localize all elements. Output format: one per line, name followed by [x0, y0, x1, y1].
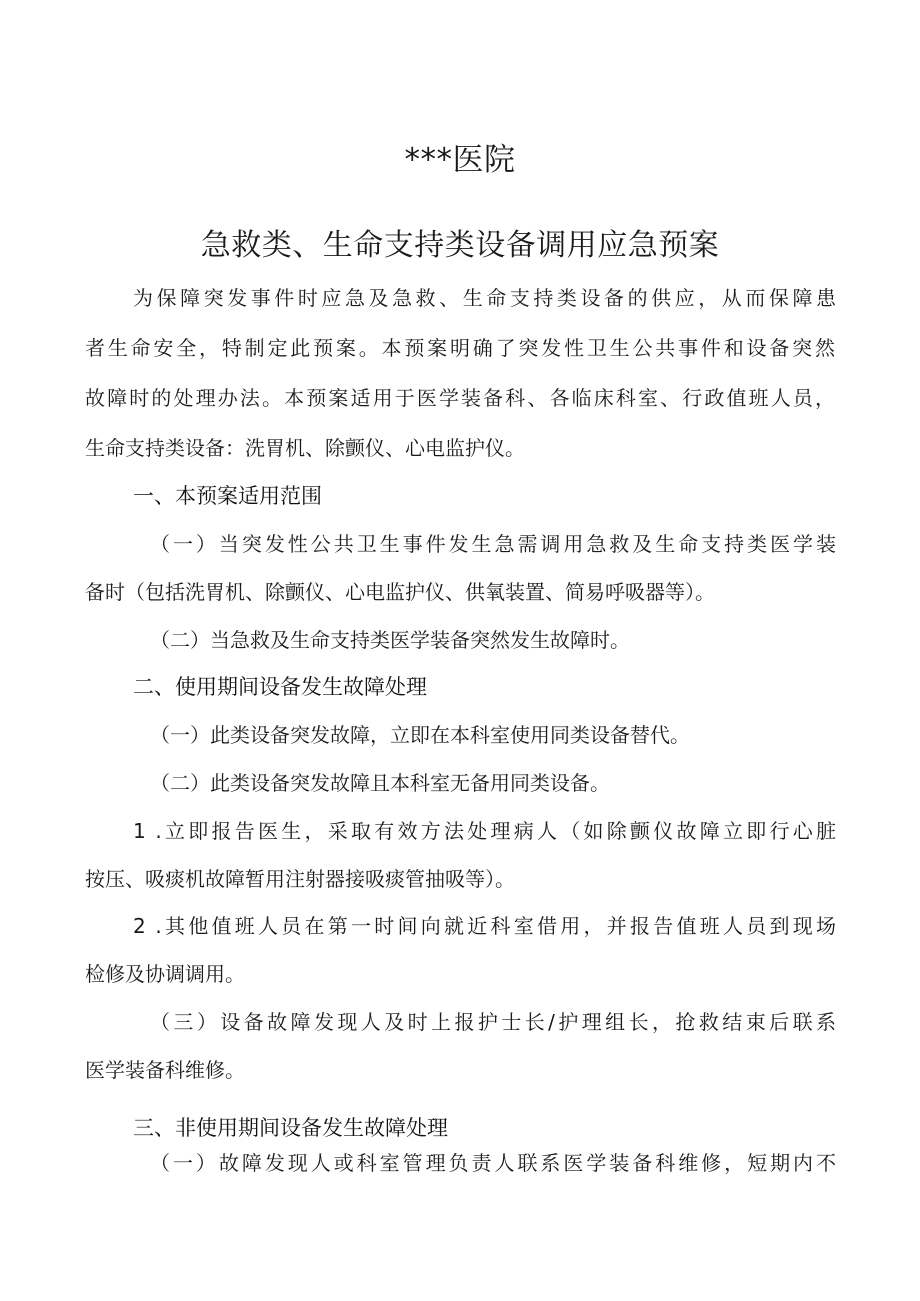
section-1-item-1-line-1: （一）当突发性公共卫生事件发生急需调用急救及生命支持类医学装: [150, 532, 836, 556]
intro-line-4: 生命支持类设备：洗胃机、除颤仪、心电监护仪。: [85, 436, 525, 460]
section-2-item-2: （二）此类设备突发故障且本科室无备用同类设备。: [150, 771, 610, 795]
section-3-item-1-line-1: （一）故障发现人或科室管理负责人联系医学装备科维修，短期内不: [150, 1151, 836, 1175]
document-title: 急救类、生命支持类设备调用应急预案: [200, 228, 720, 263]
section-1-item-2: （二）当急救及生命支持类医学装备突然发生故障时。: [150, 628, 630, 652]
section-2-item-1: （一）此类设备突发故障，立即在本科室使用同类设备替代。: [150, 723, 690, 747]
intro-line-1: 为保障突发事件时应急及急救、生命支持类设备的供应，从而保障患: [133, 286, 836, 310]
section-1-heading: 一、本预案适用范围: [133, 484, 322, 508]
section-2-sub-1-line-1: 1 .立即报告医生，采取有效方法处理病人（如除颤仪故障立即行心脏: [133, 819, 836, 843]
intro-line-3: 故障时的处理办法。本预案适用于医学装备科、各临床科室、行政值班人员，: [85, 386, 835, 410]
section-2-sub-2-line-2: 检修及协调调用。: [85, 962, 245, 986]
section-2-item-3-line-2: 医学装备科维修。: [85, 1058, 245, 1082]
section-2-item-3-line-1: （三）设备故障发现人及时上报护士长/护理组长，抢救结束后联系: [150, 1010, 836, 1034]
intro-line-2: 者生命安全，特制定此预案。本预案明确了突发性卫生公共事件和设备突然: [85, 336, 835, 360]
section-1-item-1-line-2: 备时（包括洗胃机、除颤仪、心电监护仪、供氧装置、简易呼吸器等）。: [85, 580, 715, 604]
section-2-sub-1-line-2: 按压、吸痰机故障暂用注射器接吸痰管抽吸等）。: [85, 867, 515, 891]
section-2-sub-2-line-1: 2 .其他值班人员在第一时间向就近科室借用，并报告值班人员到现场: [133, 914, 836, 938]
hospital-name: ***医院: [404, 142, 516, 178]
section-2-heading: 二、使用期间设备发生故障处理: [133, 675, 427, 699]
section-3-heading: 三、非使用期间设备发生故障处理: [133, 1116, 448, 1140]
